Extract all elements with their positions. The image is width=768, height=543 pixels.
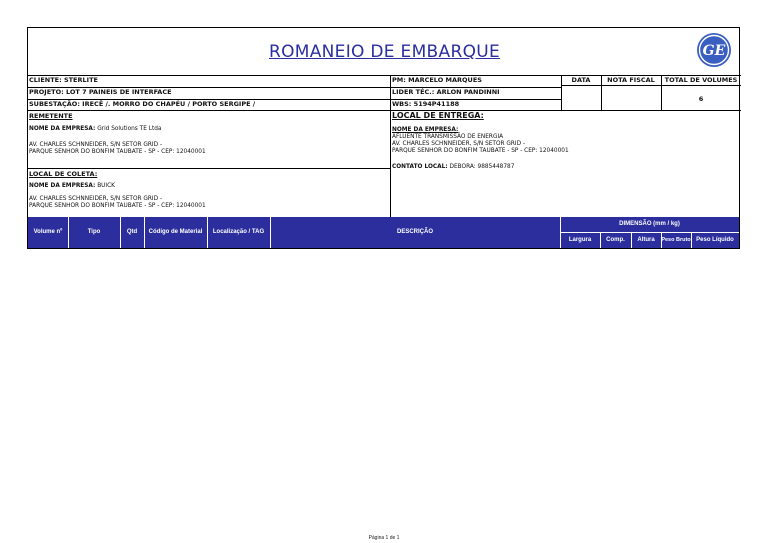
project-field: PROJETO: LOT 7 PAINEIS DE INTERFACE [29,88,172,96]
rule [28,168,390,169]
pickup-address-2: PARQUE SENHOR DO BONFIM TAUBATE - SP - CEP: 12040001 [29,203,206,209]
delivery-contact-value: DEBORA: 9885448787 [449,164,515,170]
total-volumes-value: 6 [698,95,704,103]
rule [561,85,741,86]
items-table-header [28,217,739,248]
delivery-address-1: AV. CHARLES SCHNNEIDER, S/N SETOR GRID - [392,141,526,147]
col-qty: Qtd [126,229,138,236]
pickup-company [29,183,115,190]
ge-logo [696,32,732,68]
rule [28,110,741,111]
page-number: Página 1 de 1 [368,535,400,541]
sender-company-label: NOME DA EMPRESA: [29,126,96,132]
delivery-company-value: AFLUENTE TRANSMISSÃO DE ENERGIA [392,134,504,140]
sender-company [29,126,161,133]
delivery-company-label: NOME DA EMPRESA: [392,127,459,133]
col-gross-weight: Peso Bruto [661,236,691,243]
shipping-manifest-sheet [27,27,740,249]
sender-address-1: AV. CHARLES SCHNNEIDER, S/N SETOR GRID - [29,142,163,148]
pickup-company-label: NOME DA EMPRESA: [29,183,96,189]
logo-text: GE [702,43,726,59]
invoice-header: NOTA FISCAL [607,76,655,84]
delivery-heading: LOCAL DE ENTREGA: [392,111,484,120]
col-length: Comp. [606,236,625,243]
delivery-contact [392,164,514,171]
col-height: Altura [637,236,655,243]
sender-heading: REMETENTE [29,112,73,120]
substation-field: SUBESTAÇÃO: IRECÊ /. MORRO DO CHAPÉU / PORTO SERGIPE / [29,100,256,108]
col-width: Largura [568,236,592,243]
page-title: ROMANEIO DE EMBARQUE [268,42,501,62]
delivery-contact-label: CONTATO LOCAL: [392,164,448,170]
total-volumes-header: TOTAL DE VOLUMES [664,76,738,84]
pickup-address-1: AV. CHARLES SCHNNEIDER, S/N SETOR GRID - [29,196,163,202]
col-type: Tipo [87,229,101,236]
col-material-code: Código de Material [148,229,203,236]
sender-address-2: PARQUE SENHOR DO BONFIM TAUBATE - SP - CEP: 12040001 [29,149,206,155]
rule [390,75,391,217]
wbs-field: WBS: 5194P41188 [392,100,460,108]
col-net-weight: Peso Líquido [696,236,734,243]
sender-company-value: Grid Solutions TE Ltda [97,126,162,132]
pickup-company-value: BUICK [97,183,115,189]
pickup-heading: LOCAL DE COLETA: [29,170,98,178]
col-description: DESCRIÇÃO [396,229,433,236]
col-location-tag: Localização / TAG [212,229,265,236]
col-volume: Volume nº [33,229,63,236]
client-field: CLIENTE: STERLITE [29,76,98,84]
col-dimension-group: DIMENSÃO (mm / kg) [619,221,680,228]
pm-field: PM: MARCELO MARQUES [392,76,482,84]
date-header: DATA [571,76,591,84]
tech-lead-field: LIDER TÉC.: ARLON PANDINNI [392,88,500,96]
delivery-address-2: PARQUE SENHOR DO BONFIM TAUBATE - SP - CEP: 12040001 [392,148,569,154]
